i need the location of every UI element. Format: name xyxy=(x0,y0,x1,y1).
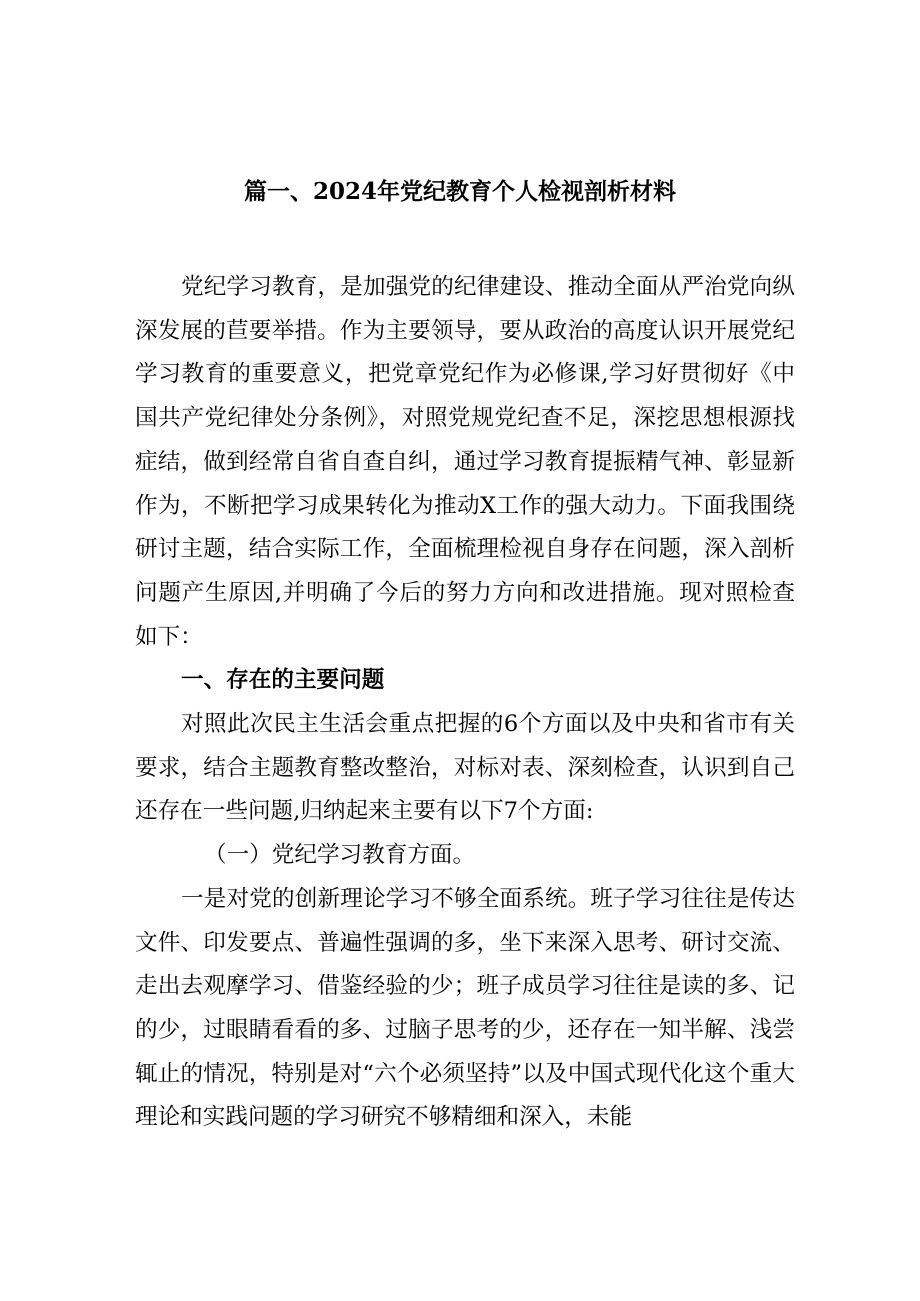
section-intro-paragraph: 对照此次民主生活会重点把握的6个方面以及中央和省市有关要求，结合主题教育整改整治，对标对表、深刻检查，认识到自己还存在一些问题,归纳起来主要有以下7个方面: xyxy=(135,711,795,825)
section-heading: 一、存在的主要问题 xyxy=(181,667,385,694)
document-title: 篇一、2024年党纪教育个人检视剖析材料 xyxy=(243,178,676,205)
point-one-paragraph: 一是对党的创新理论学习不够全面系统。班子学习往往是传达文件、印发要点、普遍性强调的多，坐下来深入思考、研讨交流、走出去观摩学习、借鉴经验的少；班子成员学习往往是读的多、记的少，过眼睛看看的多、过脑子思考的少，还存在一知半解、浅尝辄止的情况，特别是对“六个必须坚持”以及中国式现代化这个重大理论和实践问题的学习研究不够精细和深入，未能 xyxy=(135,885,795,1131)
subsection-heading: （一）党纪学习教育方面。 xyxy=(204,842,476,869)
document-body xyxy=(135,266,795,1140)
intro-paragraph: 党纪学习教育，是加强党的纪律建设、推动全面从严治党向纵深发展的苣要举措。作为主要领导，要从政治的高度认识开展党纪学习教育的重要意义，把党章党纪作为必修课,学习好贯彻好《中国共产党纪律处分条例》，对照党规党纪查不足，深挖思想根源找症结，做到经常自省自查自纠，通过学习教育提振精气神、彰显新作为，不断把学习成果转化为推动X工作的强大动力。下面我围绕研讨主题，结合实际工作，全面梳理检视自身存在问题，深入剖析问题产生原因,并明确了今后的努力方向和改进措施。现对照检查如下： xyxy=(135,274,795,650)
